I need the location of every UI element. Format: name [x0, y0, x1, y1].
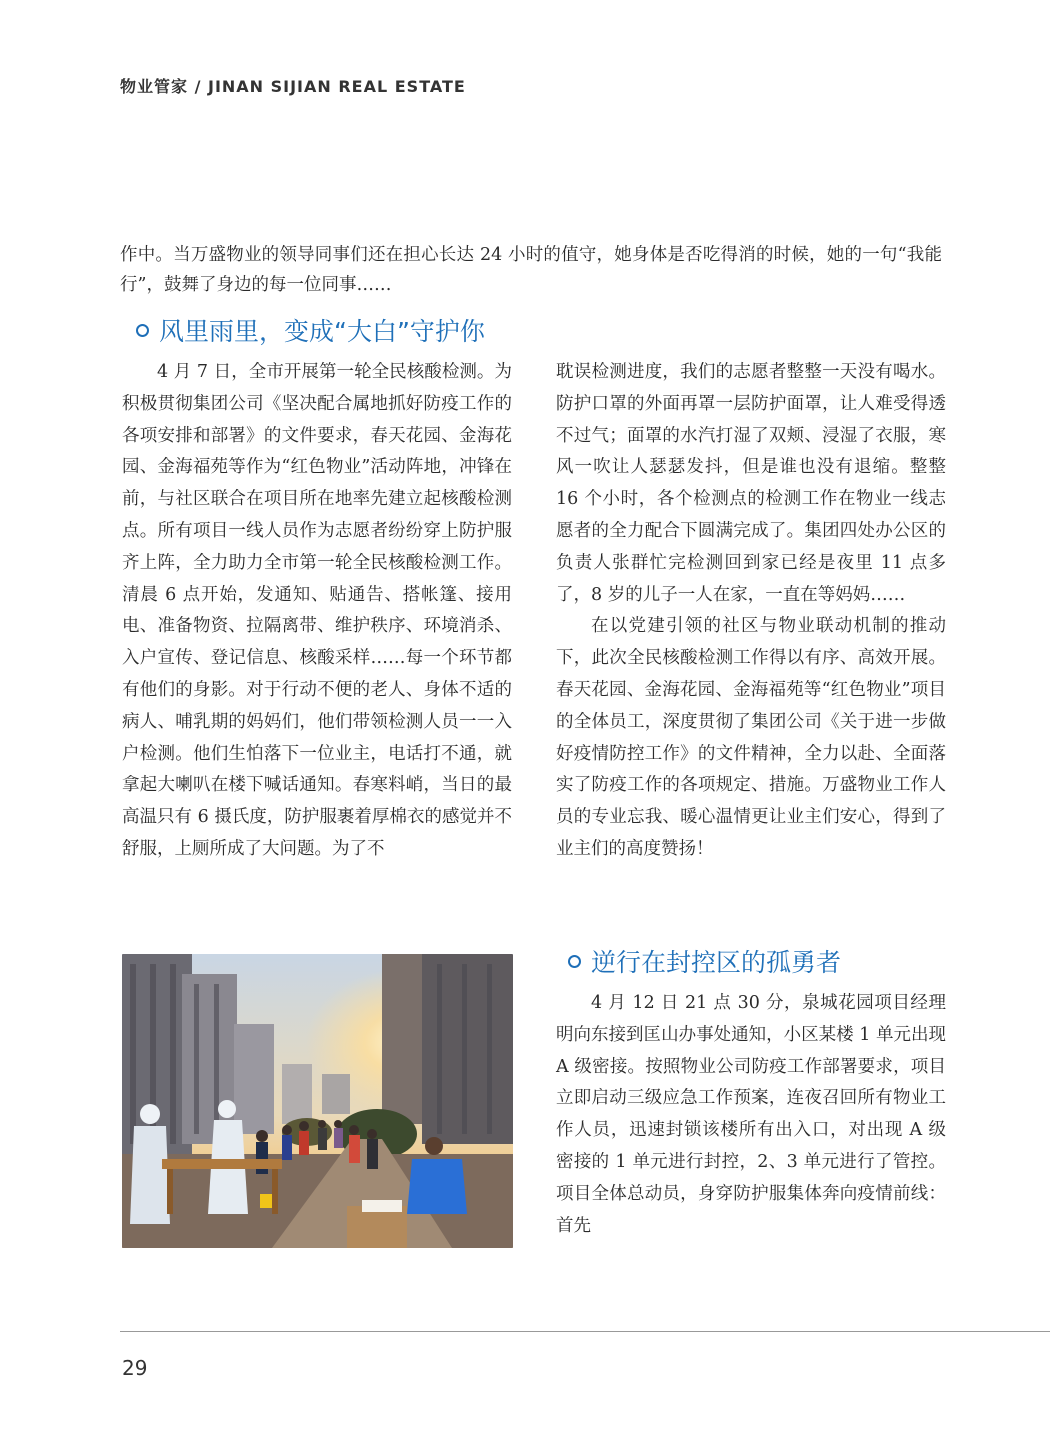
intro-paragraph: 作中。当万盛物业的领导同事们还在担心长达 24 小时的值守，她身体是否吃得消的时候，她的一句“我能行”，鼓舞了身边的每一位同事……	[120, 245, 942, 295]
photo-illustration	[122, 954, 513, 1248]
section2-paragraph: 4 月 12 日 21 点 30 分，泉城花园项目经理明向东接到匡山办事处通知，小区某楼 1 单元出现 A 级密接。按照物业公司防疫工作部署要求，项目立即启动三级应急工作预案，连夜召回所有物业工作人员，迅速封锁该楼所有出入口，对出现 A 级密接的 1 单元进行封控，2、3 单元进行了管控。项目全体总动员，身穿防护服集体奔向疫情前线：首先	[556, 993, 946, 1236]
section-heading-1-text: 风里雨里，变成“大白”守护你	[159, 317, 485, 346]
section1-right-paragraph-1: 耽误检测进度，我们的志愿者整整一天没有喝水。防护口罩的外面再罩一层防护面罩，让人难受得透不过气；面罩的水汽打湿了双颊、浸湿了衣服，寒风一吹让人瑟瑟发抖，但是谁也没有退缩。整整 16 个小时，各个检测点的检测工作在物业一线志愿者的全力配合下圆满完成了。集团四处办公区的负责人张群忙完检测回到家已经是夜里 11 点多了，8 岁的儿子一人在家，一直在等妈妈……	[556, 362, 946, 605]
running-header: 物业管家 / JINAN SIJIAN REAL ESTATE	[120, 77, 466, 96]
ring-bullet-icon	[568, 955, 581, 968]
footer-rule	[120, 1331, 1050, 1332]
section-heading-1	[136, 312, 485, 348]
right-column	[556, 357, 946, 866]
photo-nucleic-acid-testing	[122, 954, 513, 1248]
section1-left-paragraph: 4 月 7 日，全市开展第一轮全民核酸检测。为积极贯彻集团公司《坚决配合属地抓好防疫工作的各项安排和部署》的文件要求，春天花园、金海花园、金海福苑等作为“红色物业”活动阵地，冲锋在前，与社区联合在项目所在地率先建立起核酸检测点。所有项目一线人员作为志愿者纷纷穿上防护服齐上阵，全力助力全市第一轮全民核酸检测工作。清晨 6 点开始，发通知、贴通告、搭帐篷、接用电、准备物资、拉隔离带、维护秩序、环境消杀、入户宣传、登记信息、核酸采样……每一个环节都有他们的身影。对于行动不便的老人、身体不适的病人、哺乳期的妈妈们，他们带领检测人员一一入户检测。他们生怕落下一位业主，电话打不通，就拿起大喇叭在楼下喊话通知。春寒料峭，当日的最高温只有 6 摄氏度，防护服裹着厚棉衣的感觉并不舒服，上厕所成了大问题。为了不	[122, 362, 512, 859]
section1-right-paragraph-2: 在以党建引领的社区与物业联动机制的推动下，此次全民核酸检测工作得以有序、高效开展。春天花园、金海花园、金海福苑等“红色物业”项目的全体员工，深度贯彻了集团公司《关于进一步做好疫情防控工作》的文件精神，全力以赴、全面落实了防疫工作的各项规定、措施。万盛物业工作人员的专业忘我、暖心温情更让业主们安心，得到了业主们的高度赞扬！	[556, 616, 946, 859]
ring-bullet-icon	[136, 324, 149, 337]
right-column-section2	[556, 988, 946, 1242]
section-heading-2-text: 逆行在封控区的孤勇者	[591, 948, 842, 977]
left-column	[122, 357, 512, 866]
page-number: 29	[122, 1356, 148, 1380]
section-heading-2	[568, 943, 841, 979]
